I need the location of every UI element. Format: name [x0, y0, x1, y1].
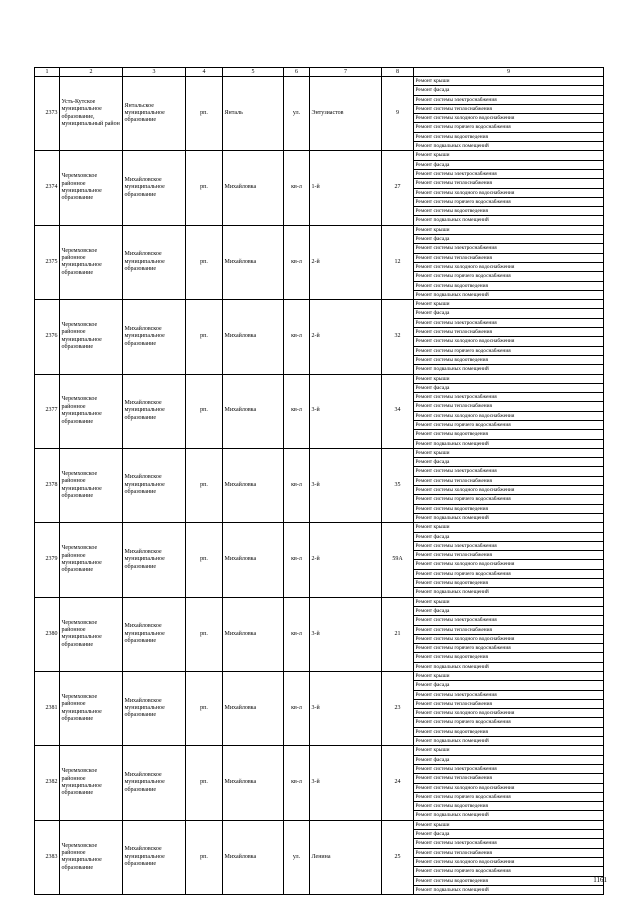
- settlement-type: рп.: [200, 853, 208, 860]
- district-name: Черемховское районное муниципальное образование: [61, 693, 102, 723]
- district-name: Черемховское районное муниципальное образование: [61, 247, 102, 276]
- record-number: 2374: [45, 184, 58, 191]
- work-item: Ремонт крыши: [414, 598, 603, 607]
- settlement-name: Михайловка: [224, 779, 257, 786]
- work-item: Ремонт системы холодного водоснабжения: [414, 189, 603, 198]
- street-name: 3-й: [311, 779, 320, 786]
- street-type-cell: [284, 225, 310, 299]
- settlement-type-cell: [186, 77, 223, 151]
- street-name-cell: [310, 597, 382, 671]
- record-number-cell: [35, 151, 60, 225]
- district-name: Черемховское районное муниципальное образование: [61, 173, 102, 202]
- table-row: [35, 374, 604, 448]
- works-list-cell: [414, 151, 604, 225]
- municipality-name-cell: [123, 820, 186, 894]
- column-header: 2: [60, 68, 123, 77]
- work-item: Ремонт системы теплоснабжения: [414, 551, 603, 560]
- page-number: 1161: [593, 876, 607, 884]
- municipality-name-cell: [123, 746, 186, 820]
- street-name-cell: [310, 225, 382, 299]
- work-item: Ремонт системы холодного водоснабжения: [414, 337, 603, 346]
- column-header: 9: [414, 68, 604, 77]
- street-type: ул.: [292, 853, 301, 860]
- house-number: 21: [394, 630, 401, 637]
- street-name: Энтузиастов: [311, 109, 344, 116]
- house-number-cell: [382, 374, 414, 448]
- settlement-type-cell: [186, 820, 223, 894]
- district-name: Черемховское районное муниципальное образование: [61, 396, 102, 425]
- work-item: Ремонт системы холодного водоснабжения: [414, 709, 603, 718]
- street-name-cell: [310, 448, 382, 522]
- settlement-name-cell: [223, 597, 284, 671]
- municipality-name-cell: [123, 672, 186, 746]
- municipality-name-cell: [123, 448, 186, 522]
- house-number: 24: [394, 779, 401, 786]
- street-type: ул.: [292, 109, 301, 116]
- work-item: Ремонт системы электроснабжения: [414, 616, 603, 625]
- municipality-name: Михайловское муниципальное образование: [124, 176, 165, 198]
- house-number-cell: [382, 300, 414, 374]
- house-number-cell: [382, 746, 414, 820]
- street-name: 3-й: [311, 481, 320, 488]
- street-type-cell: [284, 77, 310, 151]
- work-item: Ремонт системы горячего водоснабжения: [414, 495, 603, 504]
- settlement-type-cell: [186, 374, 223, 448]
- works-list-cell: [414, 820, 604, 894]
- settlement-type-cell: [186, 448, 223, 522]
- table-row: [35, 672, 604, 746]
- table-row: [35, 523, 604, 597]
- settlement-type-cell: [186, 672, 223, 746]
- municipality-name-cell: [123, 225, 186, 299]
- works-list-cell: [414, 77, 604, 151]
- settlement-type: рп.: [200, 630, 208, 637]
- settlement-name: Михайловка: [224, 184, 257, 191]
- work-item: Ремонт системы горячего водоснабжения: [414, 421, 603, 430]
- house-number-cell: [382, 597, 414, 671]
- settlement-name-cell: [223, 820, 284, 894]
- work-item: Ремонт фасада: [414, 533, 603, 542]
- settlement-name: Михайловка: [224, 704, 257, 711]
- work-item: Ремонт системы электроснабжения: [414, 393, 603, 402]
- work-item: Ремонт системы теплоснабжения: [414, 105, 603, 114]
- record-number-cell: [35, 746, 60, 820]
- street-name: Ленина: [311, 853, 331, 860]
- municipality-name-cell: [123, 151, 186, 225]
- municipality-name: Михайловское муниципальное образование: [124, 325, 165, 347]
- district-name-cell: [60, 225, 123, 299]
- work-item: Ремонт системы теплоснабжения: [414, 626, 603, 635]
- record-number-cell: [35, 820, 60, 894]
- column-header: 5: [223, 68, 284, 77]
- house-number: 59А: [392, 556, 403, 563]
- works-list-cell: [414, 672, 604, 746]
- municipality-name-cell: [123, 374, 186, 448]
- work-item: Ремонт подвальных помещений: [415, 291, 489, 298]
- settlement-type-cell: [186, 225, 223, 299]
- work-item: Ремонт системы горячего водоснабжения: [414, 718, 603, 727]
- settlement-type: рп.: [200, 481, 208, 488]
- settlement-name: Михайловка: [224, 481, 257, 488]
- municipality-name-cell: [123, 77, 186, 151]
- work-item: Ремонт системы теплоснабжения: [414, 849, 603, 858]
- work-item: Ремонт фасада: [414, 607, 603, 616]
- street-name-cell: [310, 523, 382, 597]
- house-number-cell: [382, 672, 414, 746]
- district-name-cell: [60, 672, 123, 746]
- work-item: Ремонт системы водоотведения: [414, 282, 603, 291]
- settlement-name: Янталь: [224, 109, 243, 116]
- street-type-cell: [284, 597, 310, 671]
- municipality-name: Михайловское муниципальное образование: [124, 846, 165, 868]
- work-item: Ремонт системы теплоснабжения: [414, 328, 603, 337]
- settlement-type: рп.: [200, 779, 208, 786]
- table-row: [35, 746, 604, 820]
- house-number-cell: [382, 523, 414, 597]
- work-item: Ремонт крыши: [414, 746, 603, 755]
- work-item: Ремонт системы водоотведения: [414, 802, 603, 811]
- district-name: Черемховское районное муниципальное образование: [61, 545, 102, 574]
- record-number-cell: [35, 374, 60, 448]
- header-row: [35, 68, 604, 77]
- district-name: Черемховское районное муниципальное образование: [61, 470, 102, 499]
- street-name-cell: [310, 672, 382, 746]
- table-row: [35, 597, 604, 671]
- house-number: 35: [394, 481, 401, 488]
- municipality-name: Михайловское муниципальное образование: [124, 697, 165, 719]
- work-item: Ремонт фасада: [414, 458, 603, 467]
- work-item: Ремонт крыши: [414, 77, 603, 86]
- street-name-cell: [310, 374, 382, 448]
- work-item: Ремонт системы горячего водоснабжения: [414, 123, 603, 132]
- street-name-cell: [310, 151, 382, 225]
- municipality-name: Михайловское муниципальное образование: [124, 474, 165, 496]
- table-row: [35, 225, 604, 299]
- work-item: Ремонт крыши: [414, 672, 603, 681]
- record-number: 2379: [45, 556, 58, 563]
- work-item: Ремонт системы холодного водоснабжения: [414, 560, 603, 569]
- street-type-cell: [284, 448, 310, 522]
- settlement-name: Михайловка: [224, 333, 257, 340]
- street-type: кв-л: [291, 779, 302, 786]
- house-number: 12: [394, 258, 401, 265]
- work-item: Ремонт системы водоотведения: [414, 505, 603, 514]
- work-item: Ремонт системы горячего водоснабжения: [414, 198, 603, 207]
- work-item: Ремонт системы электроснабжения: [414, 691, 603, 700]
- table-row: [35, 77, 604, 151]
- record-number: 2378: [45, 481, 58, 488]
- work-item: Ремонт системы водоотведения: [414, 133, 603, 142]
- house-number-cell: [382, 225, 414, 299]
- work-item: Ремонт системы электроснабжения: [414, 96, 603, 105]
- work-item: Ремонт системы горячего водоснабжения: [414, 644, 603, 653]
- work-item: Ремонт фасада: [414, 681, 603, 690]
- street-name-cell: [310, 77, 382, 151]
- district-name: Черемховское районное муниципальное образование: [61, 768, 102, 797]
- work-item: Ремонт системы электроснабжения: [414, 839, 603, 848]
- settlement-name-cell: [223, 672, 284, 746]
- work-item: Ремонт подвальных помещений: [415, 663, 489, 670]
- work-item: Ремонт подвальных помещений: [415, 143, 489, 150]
- street-type-cell: [284, 746, 310, 820]
- works-list-cell: [414, 523, 604, 597]
- work-item: Ремонт крыши: [414, 523, 603, 532]
- record-number: 2375: [45, 258, 58, 265]
- column-header: 7: [310, 68, 382, 77]
- district-name: Черемховское районное муниципальное образование: [61, 842, 102, 871]
- street-name: 2-й: [311, 258, 320, 265]
- settlement-name: Михайловка: [224, 853, 257, 860]
- work-item: Ремонт крыши: [414, 151, 603, 160]
- work-item: Ремонт системы теплоснабжения: [414, 774, 603, 783]
- settlement-name-cell: [223, 151, 284, 225]
- street-type-cell: [284, 672, 310, 746]
- district-name: Черемховское районное муниципальное образование: [61, 322, 102, 351]
- work-item: Ремонт фасада: [414, 384, 603, 393]
- work-item: Ремонт системы электроснабжения: [414, 765, 603, 774]
- settlement-type-cell: [186, 151, 223, 225]
- works-list-cell: [414, 597, 604, 671]
- municipality-name: Михайловское муниципальное образование: [124, 251, 165, 273]
- record-number: 2380: [45, 630, 58, 637]
- street-type-cell: [284, 374, 310, 448]
- work-item: Ремонт системы холодного водоснабжения: [414, 784, 603, 793]
- work-item: Ремонт системы электроснабжения: [414, 170, 603, 179]
- record-number-cell: [35, 523, 60, 597]
- settlement-name-cell: [223, 523, 284, 597]
- table-body: [35, 77, 604, 895]
- municipality-name-cell: [123, 523, 186, 597]
- work-item: Ремонт системы горячего водоснабжения: [414, 347, 603, 356]
- work-item: Ремонт системы водоотведения: [414, 430, 603, 439]
- work-item: Ремонт системы холодного водоснабжения: [414, 263, 603, 272]
- settlement-type-cell: [186, 300, 223, 374]
- street-type: кв-л: [291, 258, 302, 265]
- settlement-type: рп.: [200, 109, 208, 116]
- work-item: Ремонт системы водоотведения: [414, 579, 603, 588]
- work-item: Ремонт фасада: [414, 86, 603, 95]
- work-item: Ремонт системы водоотведения: [414, 728, 603, 737]
- work-item: Ремонт фасада: [414, 309, 603, 318]
- record-number-cell: [35, 448, 60, 522]
- work-item: Ремонт системы холодного водоснабжения: [414, 114, 603, 123]
- district-name-cell: [60, 746, 123, 820]
- municipality-name: Михайловское муниципальное образование: [124, 771, 165, 793]
- settlement-name-cell: [223, 374, 284, 448]
- work-item: Ремонт системы теплоснабжения: [414, 700, 603, 709]
- street-type: кв-л: [291, 704, 302, 711]
- record-number: 2373: [45, 109, 58, 116]
- work-item: Ремонт подвальных помещений: [415, 886, 489, 893]
- district-name: Черемховское районное муниципальное образование: [61, 619, 102, 648]
- house-number-cell: [382, 77, 414, 151]
- work-item: Ремонт фасада: [414, 161, 603, 170]
- work-item: Ремонт системы теплоснабжения: [414, 254, 603, 263]
- work-item: Ремонт подвальных помещений: [415, 738, 489, 745]
- work-item: Ремонт системы водоотведения: [414, 653, 603, 662]
- street-type-cell: [284, 151, 310, 225]
- work-item: Ремонт крыши: [414, 226, 603, 235]
- record-number: 2376: [45, 333, 58, 340]
- record-number: 2381: [45, 704, 58, 711]
- municipality-name: Михайловское муниципальное образование: [124, 623, 165, 645]
- table-row: [35, 300, 604, 374]
- district-name-cell: [60, 820, 123, 894]
- district-name-cell: [60, 523, 123, 597]
- work-item: Ремонт подвальных помещений: [415, 514, 489, 521]
- settlement-type: рп.: [200, 184, 208, 191]
- work-item: Ремонт подвальных помещений: [415, 366, 489, 373]
- house-number: 34: [394, 407, 401, 414]
- settlement-type: рп.: [200, 333, 208, 340]
- municipality-name: Михайловское муниципальное образование: [124, 400, 165, 421]
- settlement-name-cell: [223, 746, 284, 820]
- settlement-type-cell: [186, 597, 223, 671]
- street-type-cell: [284, 523, 310, 597]
- table-row: [35, 820, 604, 894]
- work-item: Ремонт крыши: [414, 375, 603, 384]
- work-item: Ремонт системы холодного водоснабжения: [414, 635, 603, 644]
- house-number: 25: [394, 853, 401, 860]
- street-type: кв-л: [291, 407, 302, 414]
- address-works-table: [34, 67, 604, 895]
- record-number-cell: [35, 77, 60, 151]
- work-item: Ремонт подвальных помещений: [415, 217, 489, 224]
- work-item: Ремонт подвальных помещений: [415, 440, 489, 447]
- street-name: 3-й: [311, 704, 320, 711]
- settlement-type-cell: [186, 746, 223, 820]
- work-item: Ремонт системы теплоснабжения: [414, 179, 603, 188]
- settlement-type: рп.: [200, 407, 208, 414]
- table-row: [35, 448, 604, 522]
- settlement-name-cell: [223, 448, 284, 522]
- street-name: 2-й: [311, 333, 320, 340]
- district-name: Усть-Кутское муниципальное образование, муниципальный район: [61, 98, 120, 128]
- street-name-cell: [310, 300, 382, 374]
- work-item: Ремонт системы теплоснабжения: [414, 477, 603, 486]
- column-header: 1: [35, 68, 60, 77]
- district-name-cell: [60, 374, 123, 448]
- work-item: Ремонт системы горячего водоснабжения: [414, 793, 603, 802]
- work-item: Ремонт системы электроснабжения: [414, 244, 603, 253]
- record-number-cell: [35, 225, 60, 299]
- street-name: 3-й: [311, 407, 320, 414]
- settlement-type-cell: [186, 523, 223, 597]
- record-number-cell: [35, 300, 60, 374]
- settlement-type: рп.: [200, 258, 208, 265]
- work-item: Ремонт системы холодного водоснабжения: [414, 486, 603, 495]
- work-item: Ремонт фасада: [414, 756, 603, 765]
- settlement-name: Михайловка: [224, 258, 257, 265]
- street-name-cell: [310, 746, 382, 820]
- municipality-name: Михайловское муниципальное образование: [124, 548, 165, 570]
- table-row: [35, 151, 604, 225]
- settlement-name-cell: [223, 300, 284, 374]
- work-item: Ремонт фасада: [414, 235, 603, 244]
- work-item: Ремонт системы холодного водоснабжения: [414, 858, 603, 867]
- street-type: кв-л: [291, 481, 302, 488]
- work-item: Ремонт системы холодного водоснабжения: [414, 412, 603, 421]
- settlement-name: Михайловка: [224, 556, 257, 563]
- house-number-cell: [382, 448, 414, 522]
- municipality-name: Янтальское муниципальное образование: [124, 102, 165, 124]
- district-name-cell: [60, 77, 123, 151]
- work-item: Ремонт системы горячего водоснабжения: [414, 272, 603, 281]
- work-item: Ремонт фасада: [414, 830, 603, 839]
- work-item: Ремонт системы теплоснабжения: [414, 402, 603, 411]
- work-item: Ремонт системы водоотведения: [414, 877, 603, 886]
- house-number-cell: [382, 820, 414, 894]
- settlement-name-cell: [223, 77, 284, 151]
- settlement-name-cell: [223, 225, 284, 299]
- work-item: Ремонт крыши: [414, 821, 603, 830]
- street-type-cell: [284, 820, 310, 894]
- work-item: Ремонт подвальных помещений: [415, 589, 489, 596]
- work-item: Ремонт системы электроснабжения: [414, 542, 603, 551]
- district-name-cell: [60, 448, 123, 522]
- settlement-type: рп.: [200, 556, 208, 563]
- municipality-name-cell: [123, 597, 186, 671]
- record-number: 2382: [45, 779, 58, 786]
- municipality-name-cell: [123, 300, 186, 374]
- works-list-cell: [414, 300, 604, 374]
- street-name: 2-й: [311, 556, 320, 563]
- street-type: кв-л: [291, 556, 302, 563]
- settlement-name: Михайловка: [224, 630, 257, 637]
- record-number: 2383: [45, 853, 58, 860]
- street-type: кв-л: [291, 630, 302, 637]
- house-number: 23: [394, 704, 401, 711]
- street-type: кв-л: [291, 333, 302, 340]
- work-item: Ремонт крыши: [414, 300, 603, 309]
- column-header: 6: [284, 68, 310, 77]
- works-list-cell: [414, 746, 604, 820]
- column-header: 8: [382, 68, 414, 77]
- work-item: Ремонт системы водоотведения: [414, 356, 603, 365]
- column-header: 4: [186, 68, 223, 77]
- record-number-cell: [35, 672, 60, 746]
- district-name-cell: [60, 151, 123, 225]
- settlement-type: рп.: [200, 704, 208, 711]
- house-number: 27: [394, 184, 401, 191]
- house-number: 32: [394, 333, 401, 340]
- street-name: 1-й: [311, 184, 320, 191]
- street-name: 3-й: [311, 630, 320, 637]
- district-name-cell: [60, 300, 123, 374]
- work-item: Ремонт системы водоотведения: [414, 207, 603, 216]
- house-number-cell: [382, 151, 414, 225]
- works-list-cell: [414, 448, 604, 522]
- work-item: Ремонт системы горячего водоснабжения: [414, 570, 603, 579]
- work-item: Ремонт системы электроснабжения: [414, 467, 603, 476]
- work-item: Ремонт системы электроснабжения: [414, 319, 603, 328]
- district-name-cell: [60, 597, 123, 671]
- works-list-cell: [414, 225, 604, 299]
- street-type: кв-л: [291, 184, 302, 191]
- house-number: 9: [396, 109, 399, 116]
- work-item: Ремонт крыши: [414, 449, 603, 458]
- work-item: Ремонт системы горячего водоснабжения: [414, 867, 603, 876]
- works-list-cell: [414, 374, 604, 448]
- record-number: 2377: [45, 407, 58, 414]
- work-item: Ремонт подвальных помещений: [415, 812, 489, 819]
- column-header: 3: [123, 68, 186, 77]
- settlement-name: Михайловка: [224, 407, 257, 414]
- street-name-cell: [310, 820, 382, 894]
- record-number-cell: [35, 597, 60, 671]
- street-type-cell: [284, 300, 310, 374]
